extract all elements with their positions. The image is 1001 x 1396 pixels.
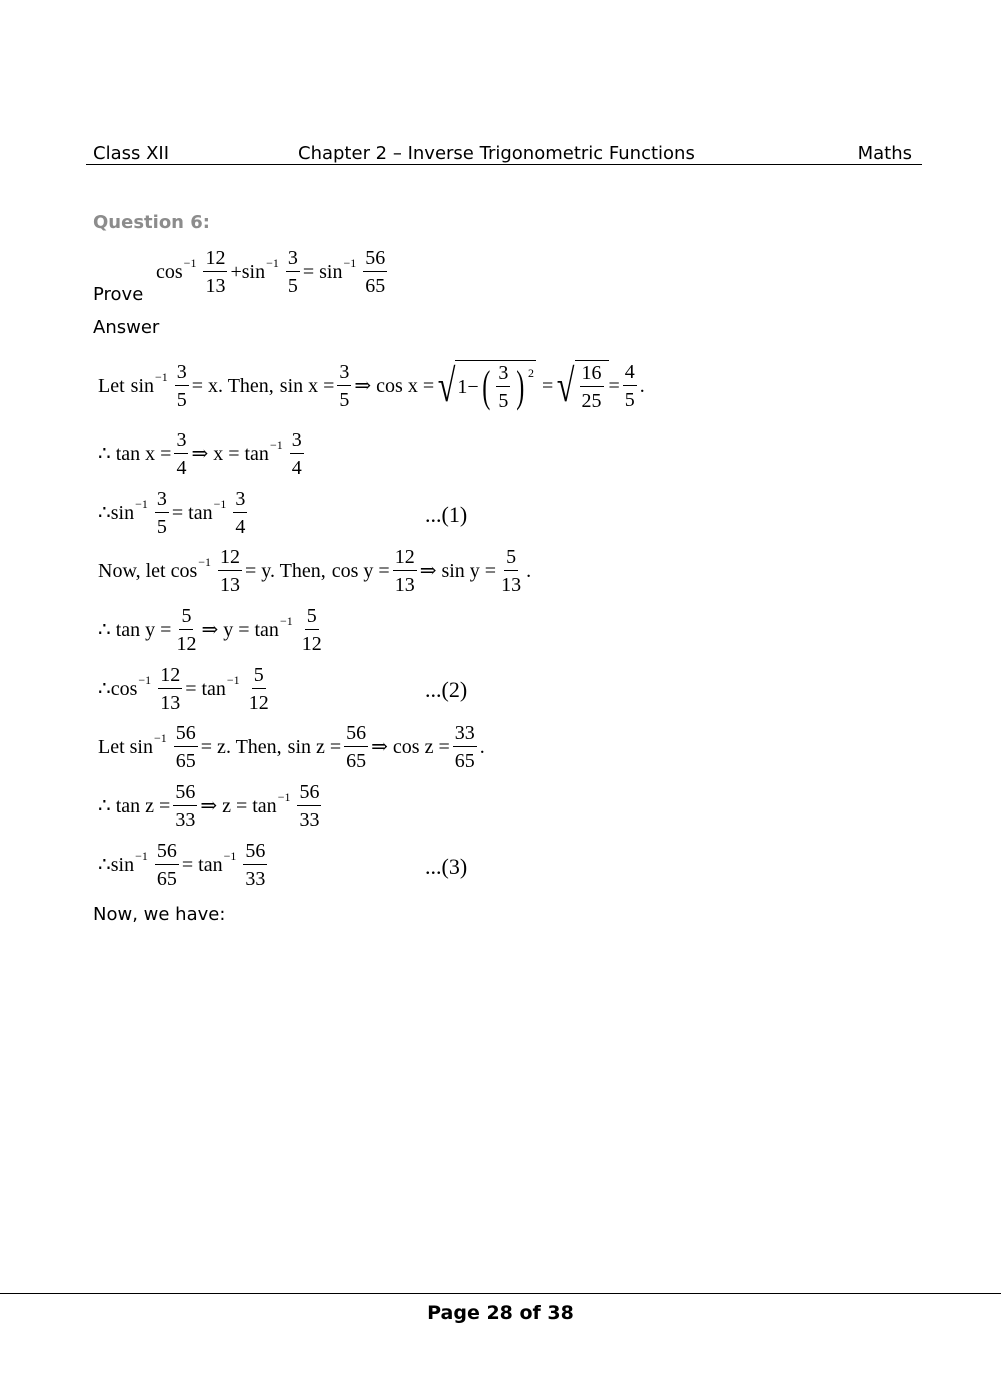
step-4: Now, let cos $^{-1}$ $\frac{12}{13}$ = y. Then, cos y = $\frac{12}{13}$ ⇒ sin y = $\frac{5}{13}$ .: [98, 546, 532, 596]
fraction: $\frac{4}{5}$: [624, 360, 635, 411]
fraction: $\frac{3}{5}$: [156, 488, 167, 538]
now-we-have: Now, we have:: [93, 904, 226, 925]
equation-number-1: ...(1): [425, 502, 468, 527]
square-root: √ 1− ( $\frac{3}{5}$ ) $^2$: [437, 359, 534, 412]
step-3: ∴ sin $^{-1}$ $\frac{3}{5}$ = tan $^{-1}$ $\frac{3}{4}$: [98, 488, 246, 538]
question-title: Question 6:: [93, 212, 210, 233]
fraction: $\frac{56}{65}$: [365, 247, 386, 297]
fraction: $\frac{12}{13}$: [220, 546, 241, 596]
step-6: ∴ cos $^{-1}$ $\frac{12}{13}$ = tan $^{-1}$ $\frac{5}{12}$: [98, 664, 269, 714]
page-header: [86, 140, 922, 165]
fraction: $\frac{56}{65}$: [175, 722, 196, 772]
fraction: $\frac{5}{13}$: [501, 546, 522, 596]
fraction: $\frac{56}{33}$: [245, 840, 266, 890]
fn: cos: [156, 261, 183, 283]
fraction: $\frac{56}{65}$: [156, 840, 177, 890]
fraction: $\frac{33}{65}$: [454, 722, 475, 772]
step-2: ∴ tan x = $\frac{3}{4}$ ⇒ x = tan $^{-1}$ $\frac{3}{4}$: [98, 429, 302, 479]
fraction: $\frac{12}{13}$: [205, 247, 226, 297]
answer-label: Answer: [93, 317, 160, 338]
step-5: ∴ tan y = $\frac{5}{12}$ ⇒ y = tan $^{-1}$ $\frac{5}{12}$: [98, 605, 322, 655]
fraction: $\frac{56}{33}$: [299, 781, 320, 831]
step-7: Let sin $^{-1}$ $\frac{56}{65}$ = z. Then, sin z = $\frac{56}{65}$ ⇒ cos z = $\frac{33}{65}$ .: [98, 722, 485, 772]
fraction: $\frac{3}{4}$: [176, 429, 187, 479]
question-statement: cos $^{-1}$ $\frac{12}{13}$ + sin $^{-1}$ $\frac{3}{5}$ = sin $^{-1}$ $\frac{56}{65}$: [156, 247, 386, 297]
fraction: $\frac{56}{65}$: [346, 722, 367, 772]
inverse-sup: −1: [183, 256, 197, 270]
header-class: Class XII: [93, 143, 170, 164]
fraction: $\frac{5}{12}$: [301, 605, 322, 655]
fn: sin: [319, 261, 343, 283]
step-1: Let sin $^{-1}$ $\frac{3}{5}$ = x. Then, sin x = $\frac{3}{5}$ ⇒ cos x = √ 1− ( $\frac{3}{5}$ ) $^2$ = √ $\frac{16}{25}$ = $\frac{4}{5}$ .: [98, 359, 645, 412]
prove-label: Prove: [93, 284, 144, 305]
fraction: $\frac{3}{5}$: [339, 360, 350, 411]
fraction: $\frac{3}{4}$: [235, 488, 246, 538]
fraction: $\frac{12}{13}$: [160, 664, 181, 714]
fraction: $\frac{5}{12}$: [176, 605, 197, 655]
fraction: $\frac{12}{13}$: [394, 546, 415, 596]
step-8: ∴ tan z = $\frac{56}{33}$ ⇒ z = tan $^{-1}$ $\frac{56}{33}$: [98, 781, 320, 831]
step-9: ∴ sin $^{-1}$ $\frac{56}{65}$ = tan $^{-1}$ $\frac{56}{33}$: [98, 840, 266, 890]
header-subject: Maths: [857, 143, 912, 164]
equation-number-3: ...(3): [425, 854, 468, 879]
page-number: Page 28 of 38: [427, 1302, 574, 1324]
square-root: √ $\frac{16}{25}$: [553, 360, 608, 411]
fraction: $\frac{3}{4}$: [291, 429, 302, 479]
fraction: $\frac{3}{5}$: [176, 360, 187, 411]
footer-divider: [0, 1293, 1001, 1294]
fraction: $\frac{3}{5}$: [287, 247, 298, 297]
header-chapter: Chapter 2 – Inverse Trigonometric Functions: [298, 143, 695, 164]
fraction: $\frac{56}{33}$: [175, 781, 196, 831]
fraction: $\frac{5}{12}$: [248, 664, 269, 714]
fn: sin: [241, 261, 266, 283]
equation-number-2: ...(2): [425, 677, 468, 702]
